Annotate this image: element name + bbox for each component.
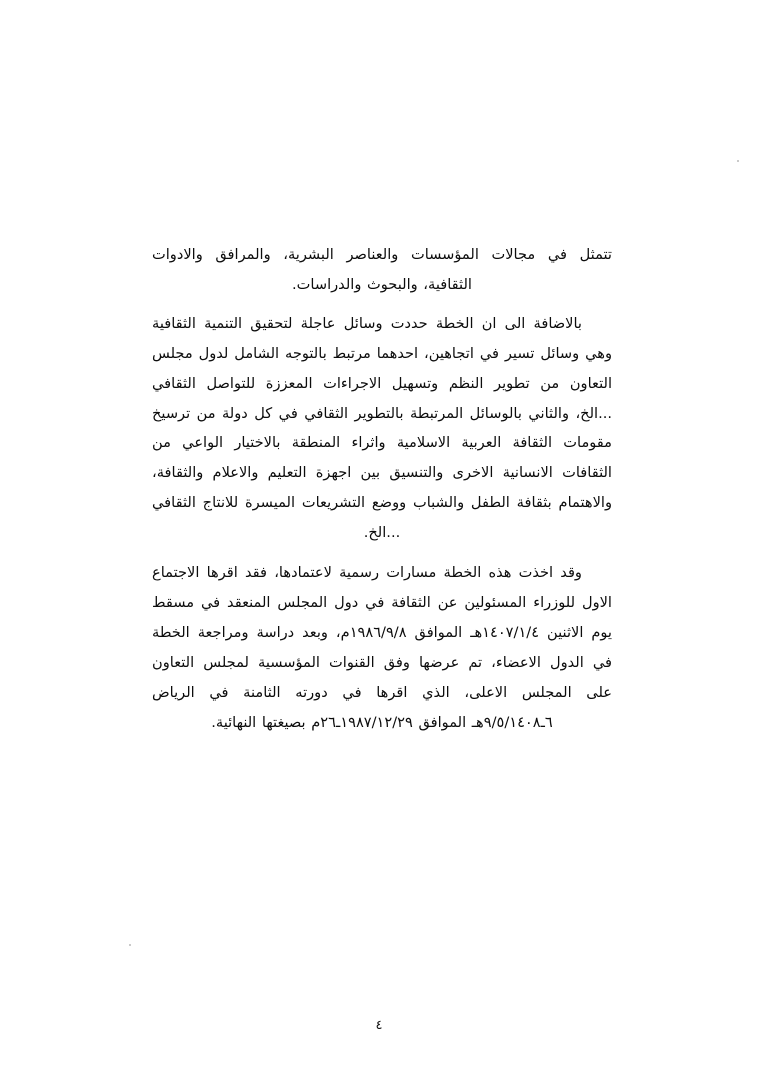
- scan-speckle: [737, 160, 739, 162]
- page-number: ٤: [375, 1018, 383, 1033]
- scan-speckle: [129, 944, 131, 946]
- paragraph-3: وقد اخذت هذه الخطة مسارات رسمية لاعتمادها، فقد اقرها الاجتماع الاول للوزراء المسئولين عن الثقافة في دول المجلس المنعقد في مسقط يوم الاثنين ١٤٠٧/١/٤هـ الموافق ١٩٨٦/٩/٨م، وبعد دراسة ومراجعة الخطة في الدول الاعضاء، تم عرضها وفق القنوات المؤسسية لمجلس التعاون على المجلس الاعلى، الذي اقرها في دورته الثامنة في الرياض ٦ـ٩/٥/١٤٠٨هـ الموافق ١٩٨٧/١٢/٢٩ـ٢٦م بصيغتها النهائية.: [152, 564, 612, 731]
- paragraph-2: بالاضافة الى ان الخطة حددت وسائل عاجلة لتحقيق التنمية الثقافية وهي وسائل تسير في اتجاهين، احدهما مرتبط بالتوجه الشامل لدول مجلس التعاون من تطوير النظم وتسهيل الاجراءات المعززة للتواصل الثقافي ...الخ، والثاني بالوسائل المرتبطة بالتطوير الثقافي في كل دولة من ترسيخ مقومات الثقافة العربية الاسلامية واثراء المنطقة بالاختيار الواعي من الثقافات الانسانية الاخرى والتنسيق بين اجهزة التعليم والاعلام والثقافة، والاهتمام بثقافة الطفل والشباب ووضع التشريعات الميسرة للانتاج الثقافي ...الخ.: [152, 314, 612, 542]
- page-body-text: [152, 240, 612, 747]
- paragraph-1: تتمثل في مجالات المؤسسات والعناصر البشرية، والمرافق والادوات الثقافية، والبحوث والدراسات.: [152, 246, 612, 293]
